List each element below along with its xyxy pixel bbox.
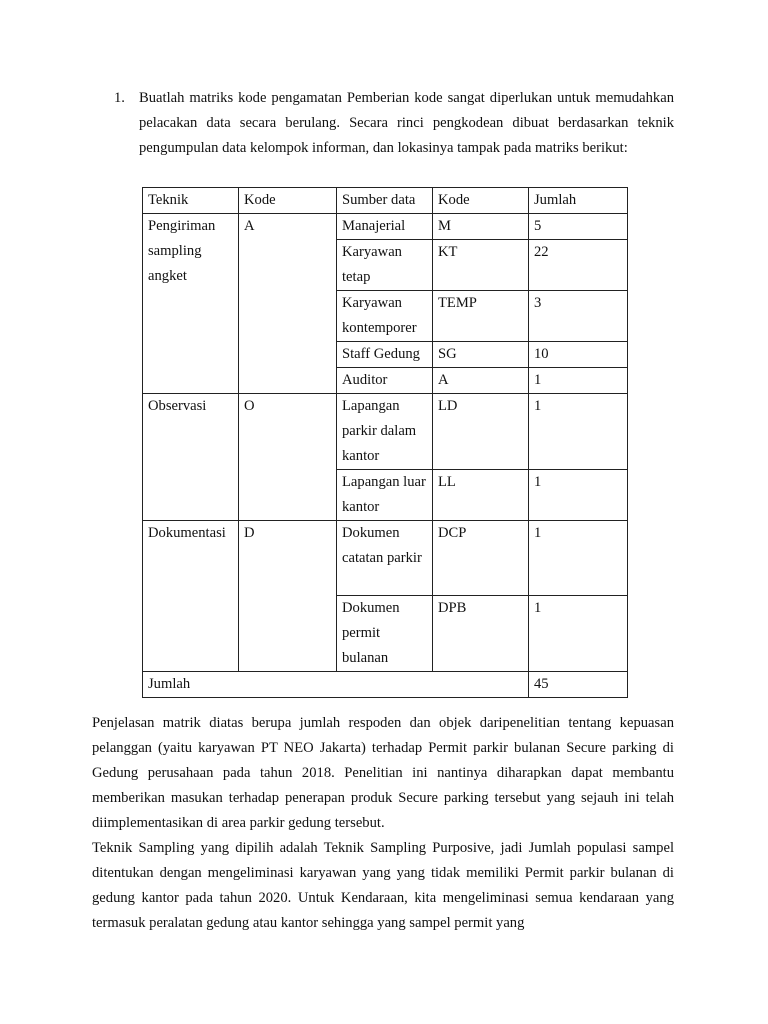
cell-jumlah: 3 <box>529 291 628 342</box>
table-row <box>143 394 628 470</box>
paragraph: Penjelasan matrik diatas berupa jumlah respoden dan objek daripenelitian tentang kepuasan pelanggan (yaitu karyawan PT NEO Jakarta) terhadap Permit parkir bulanan Secure parking di Gedung perusahaan pada tahun 2018. Penelitian ini nantinya diharapkan dapat membantu memberikan masukan terhadap penerapan produk Secure parking tersebut yang sejauh ini telah diimplementasikan di area parkir gedung tersebut. <box>92 715 674 831</box>
cell-jumlah: 10 <box>529 342 628 368</box>
cell-kode-sumber: SG <box>433 342 529 368</box>
cell-kode-sumber: TEMP <box>433 291 529 342</box>
cell-teknik: Pengiriman sampling angket <box>143 214 239 394</box>
cell-sumber-data: Karyawan tetap <box>337 240 433 291</box>
cell-kode-sumber: LD <box>433 394 529 470</box>
header-sumber-data: Sumber data <box>337 188 433 214</box>
cell-kode-sumber: LL <box>433 470 529 521</box>
table-row <box>143 521 628 596</box>
table-header-row <box>143 188 628 214</box>
cell-jumlah: 1 <box>529 470 628 521</box>
total-label: Jumlah <box>143 672 529 698</box>
list-item-number: 1. <box>114 90 125 106</box>
table-body <box>143 214 628 698</box>
cell-kode-teknik: O <box>239 394 337 521</box>
table-row <box>143 214 628 240</box>
cell-jumlah: 5 <box>529 214 628 240</box>
header-kode: Kode <box>239 188 337 214</box>
cell-jumlah: 1 <box>529 596 628 672</box>
cell-sumber-data: Lapangan luar kantor <box>337 470 433 521</box>
cell-jumlah: 22 <box>529 240 628 291</box>
cell-sumber-data: Karyawan kontemporer <box>337 291 433 342</box>
cell-sumber-data: Dokumen permit bulanan <box>337 596 433 672</box>
header-jumlah: Jumlah <box>529 188 628 214</box>
cell-jumlah: 1 <box>529 394 628 470</box>
cell-sumber-data: Auditor <box>337 368 433 394</box>
cell-kode-sumber: A <box>433 368 529 394</box>
body-text <box>92 711 674 936</box>
header-kode-sumber: Kode <box>433 188 529 214</box>
list-item-text: Buatlah matriks kode pengamatan Pemberian kode sangat diperlukan untuk memudahkan pelacakan data secara berulang. Secara rinci pengkodean dibuat berdasarkan teknik pengumpulan data kelompok informan, dan lokasinya tampak pada matriks berikut: <box>139 90 674 156</box>
cell-kode-sumber: M <box>433 214 529 240</box>
code-matrix-table <box>142 187 628 698</box>
cell-kode-sumber: DPB <box>433 596 529 672</box>
header-teknik: Teknik <box>143 188 239 214</box>
cell-sumber-data: Dokumen catatan parkir <box>337 521 433 596</box>
cell-sumber-data: Staff Gedung <box>337 342 433 368</box>
cell-jumlah: 1 <box>529 521 628 596</box>
paragraph: Teknik Sampling yang dipilih adalah Teknik Sampling Purposive, jadi Jumlah populasi sampel ditentukan dengan mengeliminasi karyawan yang yang tidak memiliki Permit parkir bulanan di gedung kantor pada tahun 2020. Untuk Kendaraan, kita mengeliminasi semua kendaraan yang termasuk peralatan gedung atau kantor sehingga yang sampel permit yang <box>92 840 674 931</box>
table-total-row <box>143 672 628 698</box>
cell-kode-teknik: D <box>239 521 337 672</box>
cell-jumlah: 1 <box>529 368 628 394</box>
cell-kode-teknik: A <box>239 214 337 394</box>
cell-kode-sumber: DCP <box>433 521 529 596</box>
cell-kode-sumber: KT <box>433 240 529 291</box>
cell-teknik: Dokumentasi <box>143 521 239 672</box>
cell-sumber-data: Manajerial <box>337 214 433 240</box>
cell-sumber-data: Lapangan parkir dalam kantor <box>337 394 433 470</box>
cell-teknik: Observasi <box>143 394 239 521</box>
total-value: 45 <box>529 672 628 698</box>
